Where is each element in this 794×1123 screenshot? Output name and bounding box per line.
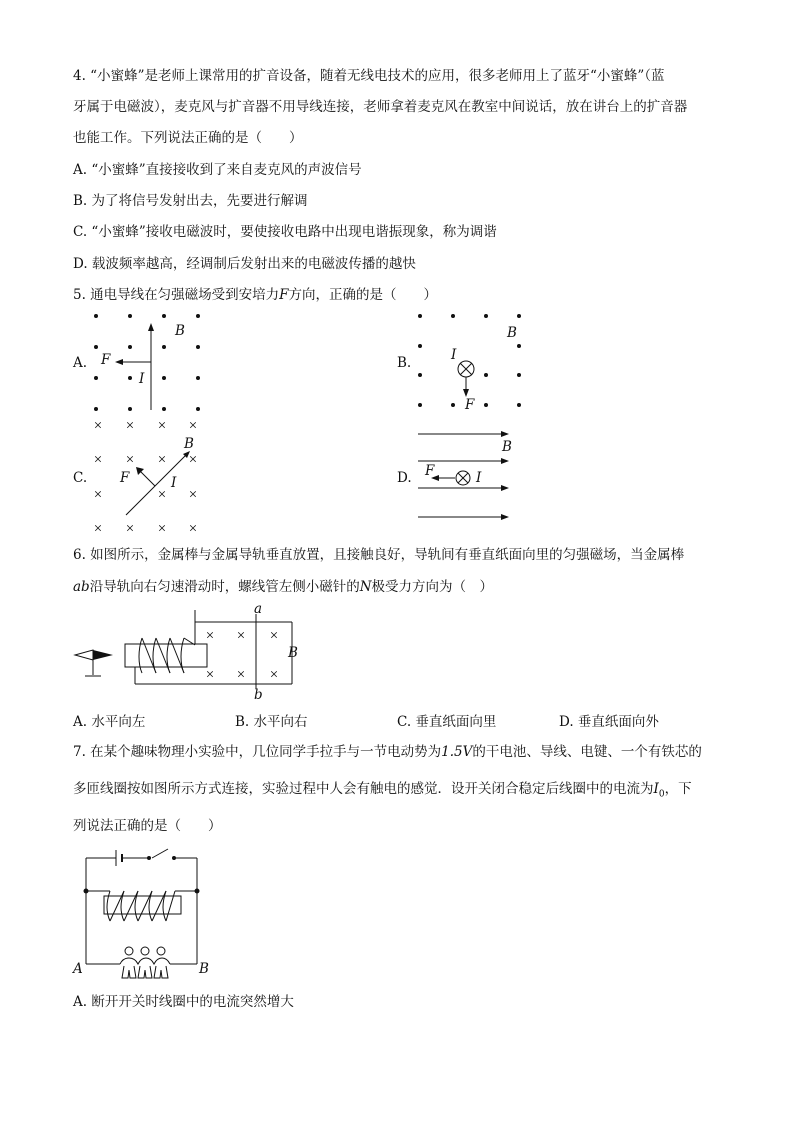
q7-label-b: B: [199, 961, 209, 977]
q4-option-b: B. 为了将信号发射出去，先要进行解调: [73, 193, 308, 209]
svg-text:×: ×: [157, 487, 167, 503]
q5c-label-i: I: [171, 475, 177, 491]
q4-option-d: D. 载波频率越高，经调制后发射出来的电磁波传播的越快: [73, 256, 416, 272]
q4-line2: 牙属于电磁波），麦克风与扩音器不用导线连接，老师拿着麦克风在教室中间说话，放在讲台上的扩音器: [73, 99, 688, 115]
svg-text:×: ×: [236, 667, 246, 683]
q6-line2-end: 极受力方向为（ ）: [371, 579, 494, 595]
q5c-label-f: F: [120, 470, 130, 486]
svg-text:×: ×: [93, 521, 103, 537]
q7-line3: 列说法正确的是（ ）: [73, 818, 222, 834]
svg-text:×: ×: [269, 667, 279, 683]
q6-line2-n: N: [359, 579, 372, 595]
svg-text:×: ×: [93, 487, 103, 503]
q6-line1: 6. 如图所示，金属棒与金属导轨垂直放置，且接触良好，导轨间有垂直纸面向里的匀强磁场，当金属棒: [73, 547, 685, 563]
q4-line1: 4. “小蜜蜂”是老师上课常用的扩音设备，随着无线电技术的应用，很多老师用上了蓝牙“小蜜蜂”（蓝: [73, 68, 665, 84]
svg-text:×: ×: [188, 521, 198, 537]
q7-option-a: A. 断开开关时线圈中的电流突然增大: [73, 994, 294, 1010]
q5-stem-end: 方向，正确的是（ ）: [288, 287, 438, 303]
svg-text:×: ×: [205, 667, 215, 683]
q5-label-b: B.: [397, 355, 412, 371]
svg-text:×: ×: [188, 418, 198, 434]
q7-line1-val: 1.5V: [441, 744, 473, 760]
svg-text:×: ×: [205, 628, 215, 644]
q5-label-c: C.: [73, 470, 88, 486]
q5a-label-b: B: [175, 323, 185, 339]
q5a-label-i: I: [139, 371, 145, 387]
q6-option-a: A. 水平向左: [73, 714, 146, 730]
q5-label-d: D.: [397, 470, 412, 486]
q5b-label-b: B: [507, 325, 517, 341]
q6-line2-var: ab: [73, 579, 90, 595]
q6-option-c: C. 垂直纸面向里: [397, 714, 497, 730]
q5d-label-f: F: [425, 463, 435, 479]
q6-label-b-rod: b: [254, 687, 263, 703]
q7-line2-var: I: [653, 781, 659, 797]
svg-text:×: ×: [269, 628, 279, 644]
q5b-label-f: F: [465, 397, 475, 413]
q7-line1-pre: 7. 在某个趣味物理小实验中，几位同学手拉手与一节电动势为: [73, 744, 442, 760]
q5a-label-f: F: [101, 352, 111, 368]
q7-line2-sub: 0: [658, 789, 665, 800]
q5-stem-text: 5. 通电导线在匀强磁场受到安培力: [73, 287, 280, 303]
q6-option-b: B. 水平向右: [235, 714, 308, 730]
q7-line2-pre: 多匝线圈按如图所示方式连接，实验过程中人会有触电的感觉．设开关闭合稳定后线圈中的电流为: [73, 781, 654, 797]
q4-option-c: C. “小蜜蜂”接收电磁波时，要使接收电路中出现电谐振现象，称为调谐: [73, 224, 497, 240]
q5d-label-i: I: [476, 470, 482, 486]
q5-stem-var: F: [279, 287, 289, 303]
q5-label-a: A.: [73, 355, 88, 371]
svg-text:×: ×: [157, 452, 167, 468]
q6-label-a: a: [254, 601, 263, 617]
q6-line2-mid: 沿导轨向右匀速滑动时，螺线管左侧小磁针的: [89, 579, 360, 595]
q5b-label-i: I: [451, 347, 457, 363]
svg-text:×: ×: [125, 452, 135, 468]
svg-text:×: ×: [93, 452, 103, 468]
svg-text:×: ×: [125, 521, 135, 537]
svg-text:×: ×: [93, 418, 103, 434]
q7-line1-post: 的干电池、导线、电键、一个有铁芯的: [472, 744, 702, 760]
svg-text:×: ×: [188, 452, 198, 468]
svg-text:×: ×: [125, 418, 135, 434]
svg-text:×: ×: [157, 521, 167, 537]
q4-option-a: A. “小蜜蜂”直接接收到了来自麦克风的声波信号: [73, 162, 362, 178]
svg-text:×: ×: [236, 628, 246, 644]
svg-text:×: ×: [157, 418, 167, 434]
q7-line2-post: ，下: [664, 781, 692, 797]
q6-label-field: B: [288, 645, 298, 661]
q5d-label-b: B: [502, 439, 512, 455]
q6-option-d: D. 垂直纸面向外: [559, 714, 659, 730]
q5c-label-b: B: [184, 436, 194, 452]
q7-label-a: A: [73, 961, 83, 977]
q4-line3: 也能工作。下列说法正确的是（ ）: [73, 130, 303, 146]
svg-text:×: ×: [188, 487, 198, 503]
